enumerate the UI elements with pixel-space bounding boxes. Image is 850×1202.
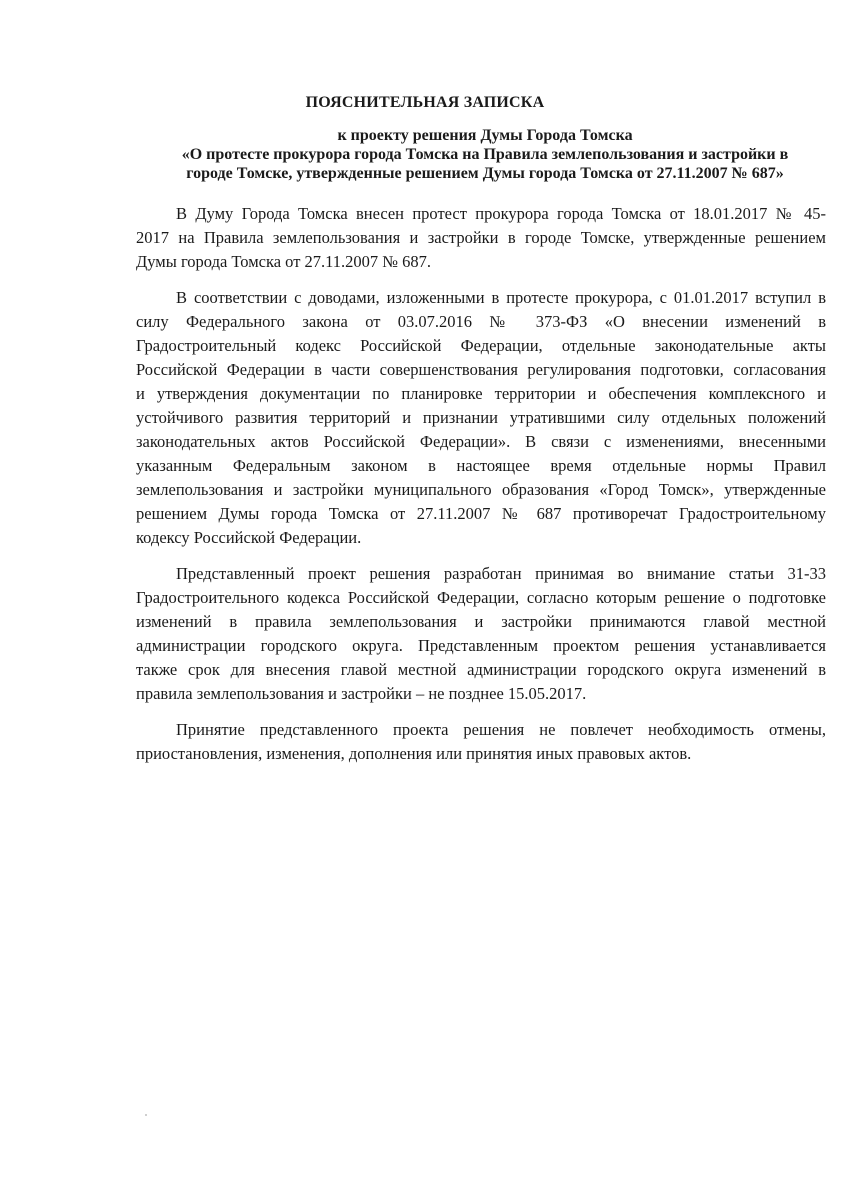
text-line: изменений в правила землепользования и застройки принимаются главой местной [136, 612, 826, 631]
scan-speck [145, 1114, 147, 1116]
text-line: также срок для внесения главой местной администрации городского округа изменений в [136, 660, 826, 679]
subtitle-line: «О протесте прокурора города Томска на Правила землепользования и застройки в [181, 146, 789, 163]
text-line: правила землепользования и застройки – не позднее 15.05.2017. [136, 684, 587, 703]
text-line: Российской Федерации в части совершенствования регулирования подготовки, согласования [136, 360, 826, 379]
paragraph-1 [136, 202, 826, 274]
text-line: администрации городского округа. Представленным проектом решения устанавливается [136, 636, 826, 655]
text-line: В Думу Города Томска внесен протест прокурора города Томска от 18.01.2017 № 45- [176, 204, 826, 223]
text-line: землепользования и застройки муниципального образования «Город Томск», утвержденные [136, 480, 826, 499]
text-line: и утверждения документации по планировке территории и обеспечения комплексного и [136, 384, 826, 403]
paragraph-3 [136, 562, 826, 706]
text-line: Градостроительного кодекса Российской Федерации, согласно которым решение о подготовке [136, 588, 826, 607]
text-line: силу Федерального закона от 03.07.2016 № 373-ФЗ «О внесении изменений в [136, 312, 826, 331]
text-line: Принятие представленного проекта решения не повлечет необходимость отмены, [176, 720, 826, 739]
paragraph-4 [136, 718, 826, 766]
text-line: Представленный проект решения разработан принимая во внимание статьи 31-33 [176, 564, 826, 583]
document-subtitle [130, 126, 840, 183]
text-line: законодательных актов Российской Федерации». В связи с изменениями, внесенными [136, 432, 826, 451]
document-body [136, 202, 826, 778]
text-line: указанным Федеральным законом в настоящее время отдельные нормы Правил [136, 456, 826, 475]
text-line: приостановления, изменения, дополнения или принятия иных правовых актов. [136, 744, 692, 763]
text-line: 2017 на Правила землепользования и застройки в городе Томске, утвержденные решением [136, 228, 826, 247]
text-line: В соответствии с доводами, изложенными в протесте прокурора, с 01.01.2017 вступил в [176, 288, 826, 307]
text-line: Градостроительный кодекс Российской Федерации, отдельные законодательные акты [136, 336, 826, 355]
text-line: устойчивого развития территорий и признании утратившими силу отдельных положений [136, 408, 826, 427]
text-line: кодексу Российской Федерации. [136, 528, 362, 547]
subtitle-line: городе Томске, утвержденные решением Думы города Томска от 27.11.2007 № 687» [186, 165, 784, 182]
text-line: решением Думы города Томска от 27.11.2007 № 687 противоречат Градостроительному [136, 504, 826, 523]
paragraph-2 [136, 286, 826, 550]
document-title: ПОЯСНИТЕЛЬНАЯ ЗАПИСКА [305, 94, 545, 111]
subtitle-line: к проекту решения Думы Города Томска [337, 127, 633, 144]
text-line: Думы города Томска от 27.11.2007 № 687. [136, 252, 432, 271]
